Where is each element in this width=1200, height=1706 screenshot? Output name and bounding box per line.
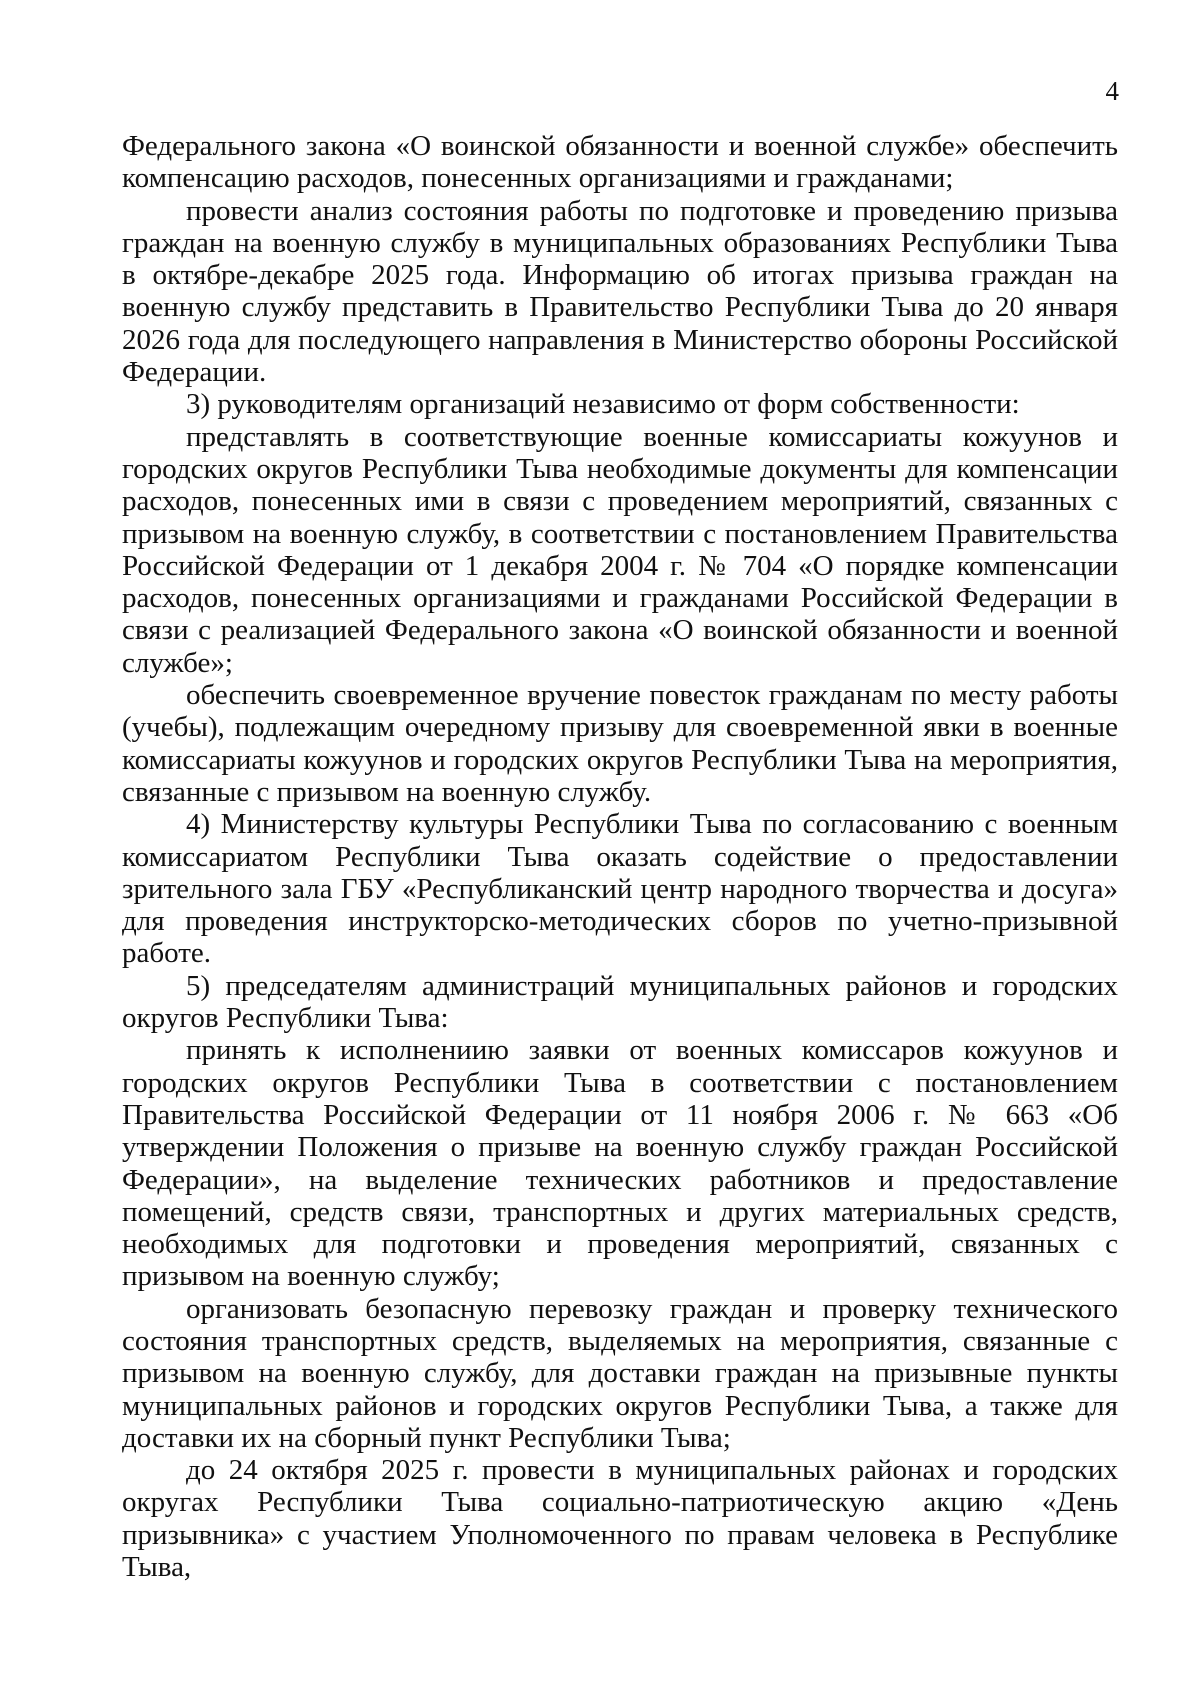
paragraph: 5) председателям администраций муниципальных районов и городских округов Республики Тыва: xyxy=(122,969,1118,1035)
paragraph: провести анализ состояния работы по подготовке и проведению призыва граждан на военную службу в муниципальных образованиях Республики Тыва в октябре-декабре 2025 года. Информацию об итогах призыва граждан на военную службу представить в Правительство Республики Тыва до 20 января 2026 года для последующего направления в Министерство обороны Российской Федерации. xyxy=(122,194,1118,389)
paragraph: 3) руководителям организаций независимо от форм собственности: xyxy=(186,388,1020,421)
paragraph: до 24 октября 2025 г. провести в муниципальных районах и городских округах Республики Тыва социально-патриотическую акцию «День призывника» с участием Уполномоченного по правам человека в Республике Тыва, xyxy=(122,1454,1118,1584)
paragraph: организовать безопасную перевозку граждан и проверку технического состояния транспортных средств, выделяемых на мероприятия, связанные с призывом на военную службу, для доставки граждан на призывные пункты муниципальных районов и городских округов Республики Тыва, а также для доставки их на сборный пункт Республики Тыва; xyxy=(122,1292,1118,1454)
paragraph: 4) Министерству культуры Республики Тыва по согласованию с военным комиссариатом Республики Тыва оказать содействие о предоставлении зрительного зала ГБУ «Республиканский центр народного творчества и досуга» для проведения инструкторско-методических сборов по учетно-призывной работе. xyxy=(122,808,1118,970)
document-body xyxy=(122,130,1118,1583)
paragraph: представлять в соответствующие военные комиссариаты кожуунов и городских округов Республики Тыва необходимые документы для компенсации расходов, понесенных ими в связи с проведением мероприятий, связанных с призывом на военную службу, в соответствии с постановлением Правительства Российской Федерации от 1 декабря 2004 г. № 704 «О порядке компенсации расходов, понесенных организациями и гражданами Российской Федерации в связи с реализацией Федерального закона «О воинской обязанности и военной службе»; xyxy=(122,420,1118,679)
page-number: 4 xyxy=(1105,76,1119,106)
paragraph: Федерального закона «О воинской обязанности и военной службе» обеспечить компенсацию расходов, понесенных организациями и гражданами; xyxy=(122,130,1118,195)
paragraph: принять к исполнениию заявки от военных комиссаров кожуунов и городских округов Республики Тыва в соответствии с постановлением Правительства Российской Федерации от 11 ноября 2006 г. № 663 «Об утверждении Положения о призыве на военную службу граждан Российской Федерации», на выделение технических работников и предоставление помещений, средств связи, транспортных и других материальных средств, необходимых для подготовки и проведения мероприятий, связанных с призывом на военную службу; xyxy=(122,1034,1118,1293)
paragraph: обеспечить своевременное вручение повесток гражданам по месту работы (учебы), подлежащим очередному призыву для своевременной явки в военные комиссариаты кожуунов и городских округов Республики Тыва на мероприятия, связанные с призывом на военную службу. xyxy=(122,679,1118,808)
